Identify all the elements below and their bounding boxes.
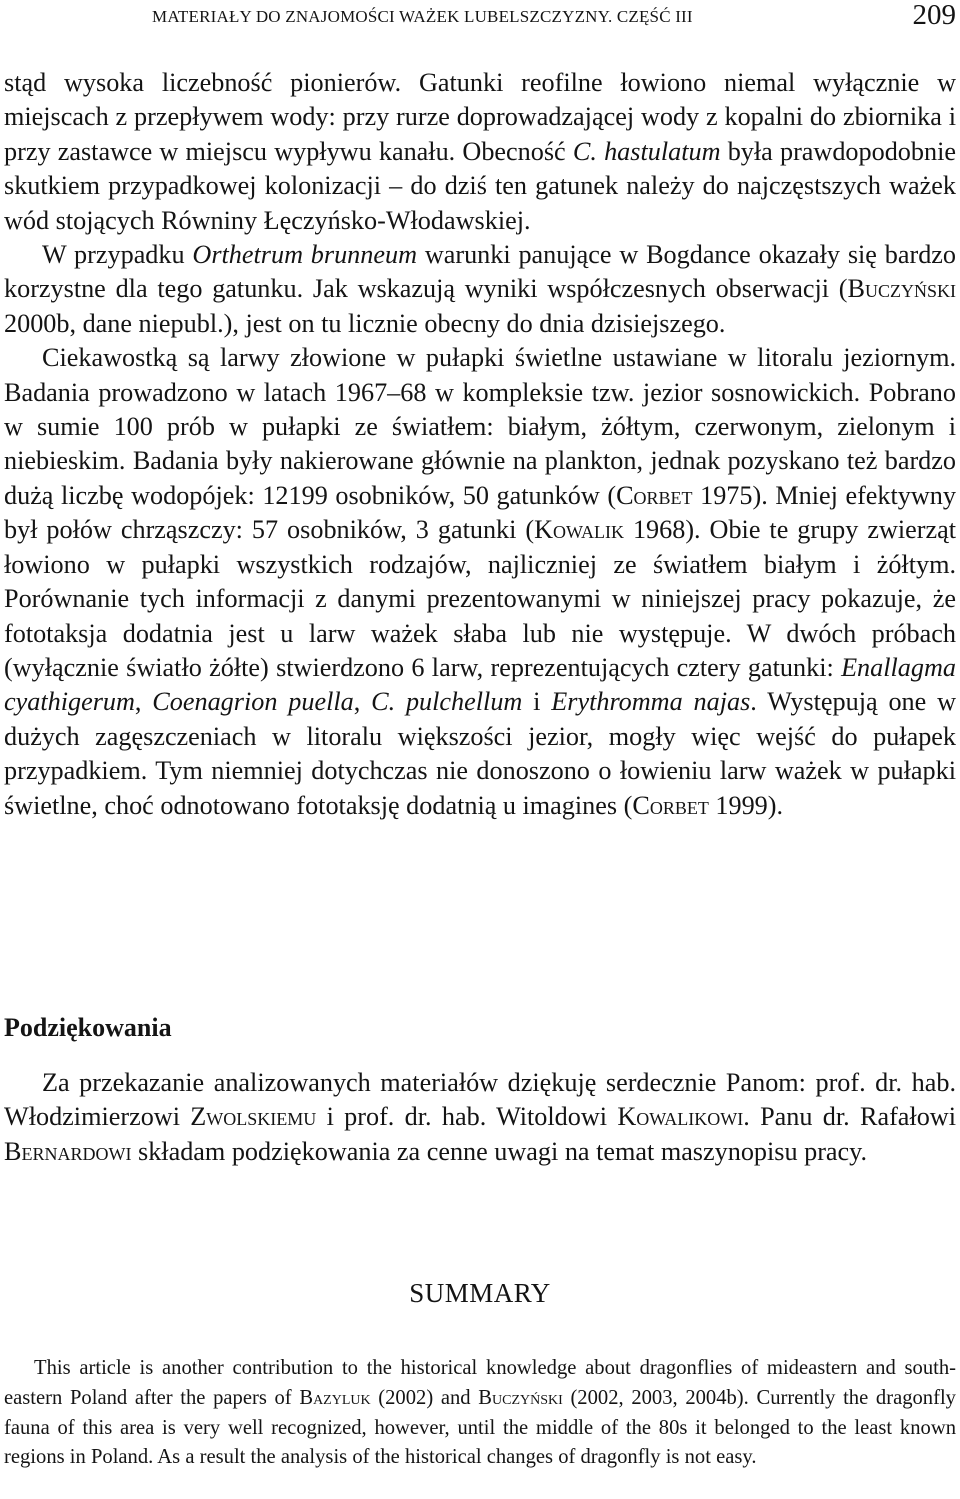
text-run: This article is another contribution to the historical knowledge about dragonflies of mideastern and south-eastern Poland after the papers of: [4, 1357, 956, 1409]
text-run: warunki panujące w Bogdance okazały się bardzo korzystne dla tego gatunku. Jak wskazują wyniki współczesnych obserwacji (: [4, 240, 956, 304]
person-name: Zwolskiemu: [190, 1102, 317, 1132]
text-run: . Występują one w dużych zagęszczeniach w litoralu większości jezior, mogły więc wejść do pułapek przypadkiem. Tym niemniej dotychczas nie donoszono o łowieniu larw ważek w pułapki świetlne, choć odnotowano fototaksję dodatnią u imagines (: [4, 687, 957, 820]
text-run: (2002) and: [370, 1386, 479, 1409]
text-run: była prawdopodobnie skutkiem przypadkowej kolonizacji – do dziś ten gatunek należy do najczęstszych ważek wód stojących Równiny Łęczyńsko-Włodawskiej.: [4, 136, 956, 235]
text-run: . Panu dr. Rafałowi: [743, 1102, 956, 1132]
author-citation: Corbet: [616, 480, 693, 510]
summary-text: [4, 1354, 956, 1473]
running-header: [4, 0, 956, 36]
text-run: składam podziękowania za cenne uwagi na temat maszynopisu pracy.: [131, 1136, 868, 1166]
text-run: 2000b, dane niepubl.), jest on tu licznie obecny do dnia dzisiejszego.: [4, 308, 726, 338]
running-title: MATERIAŁY DO ZNAJOMOŚCI WAŻEK LUBELSZCZYZNY. CZĘŚĆ III: [152, 7, 693, 26]
text-run: W przypadku: [42, 240, 193, 270]
species-name: Enallagma cyathigerum: [4, 652, 956, 717]
species-name: C. pulchellum: [371, 687, 523, 717]
author-citation: Bazyluk: [299, 1386, 371, 1409]
text-run: ,: [134, 687, 153, 717]
page-number: 209: [912, 0, 956, 31]
paragraph-3: [4, 341, 956, 823]
text-run: 1999).: [708, 790, 784, 820]
body-text: [4, 66, 956, 823]
acknowledgements-heading: Podziękowania: [4, 1013, 172, 1042]
species-name: Orthetrum brunneum: [192, 240, 418, 270]
text-run: i prof. dr. hab. Witoldowi: [316, 1102, 618, 1132]
paragraph-2: [4, 238, 956, 341]
summary-heading: SUMMARY: [409, 1278, 551, 1308]
person-name: Bernardowi: [4, 1136, 132, 1166]
text-run: 1968). Obie te grupy zwierząt łowiono w pułapki wszystkich rodzajów, najliczniej ze światłem białym i żółtym. Porównanie tych informacji z danymi prezentowanymi w niniejszej pracy pokazuje, że fototaksja dodatnia jest u larw ważek słaba lub nie występuje. W dwóch próbach (wyłącznie światło żółte) stwierdzono 6 larw, reprezentujących cztery gatunki:: [4, 515, 957, 682]
person-name: Kowalikowi: [617, 1102, 744, 1132]
author-citation: Corbet: [632, 790, 709, 820]
species-name: Erythromma najas: [551, 687, 751, 717]
paragraph-1: [4, 66, 956, 238]
author-citation: Buczyński: [478, 1386, 563, 1409]
species-name: C. hastulatum: [572, 136, 721, 166]
text-run: stąd wysoka liczebność pionierów. Gatunki reofilne łowiono niemal wyłącznie w miejscach z przepływem wody: przy rurze doprowadzającej wody z kopalni do zbiornika i przy zastawce w miejscu wypływu kanału. Obecność: [4, 68, 956, 166]
acknowledgements-paragraph: [4, 1066, 956, 1169]
text-run: Ciekawostką są larwy złowione w pułapki świetlne ustawiane w litoralu jeziornym. Badania prowadzono w latach 1967–68 w kompleksie tzw. jezior sosnowickich. Pobrano w sumie 100 prób w pułapki ze światłem: białym, żółtym, czerwonym, zielonym i niebieskim. Badania były nakierowane głównie na plankton, jednak pozyskano też bardzo dużą liczbę wodopójek: 12199 osobników, 50 gatunków (: [4, 343, 956, 510]
text-run: Za przekazanie analizowanych materiałów dziękuję serdecznie Panom: prof. dr. hab. Włodzimierzowi: [4, 1068, 956, 1132]
acknowledgements-text: [4, 1066, 956, 1169]
summary-paragraph: [4, 1354, 956, 1473]
species-name: Coenagrion puella: [152, 687, 354, 717]
text-run: ,: [353, 687, 372, 717]
text-run: (2002, 2003, 2004b). Currently the dragonfly fauna of this area is very well recognized, however, until the middle of the 80s it belonged to the least known regions in Poland. As a result the analysis of the historical changes of dragonfly is not easy.: [4, 1386, 956, 1469]
text-run: i: [522, 687, 552, 717]
text-run: 1975). Mniej efektywny był połów chrząszczy: 57 osobników, 3 gatunki (: [4, 480, 956, 545]
author-citation: Kowalik: [534, 515, 624, 545]
author-citation: Buczyński: [847, 274, 956, 304]
